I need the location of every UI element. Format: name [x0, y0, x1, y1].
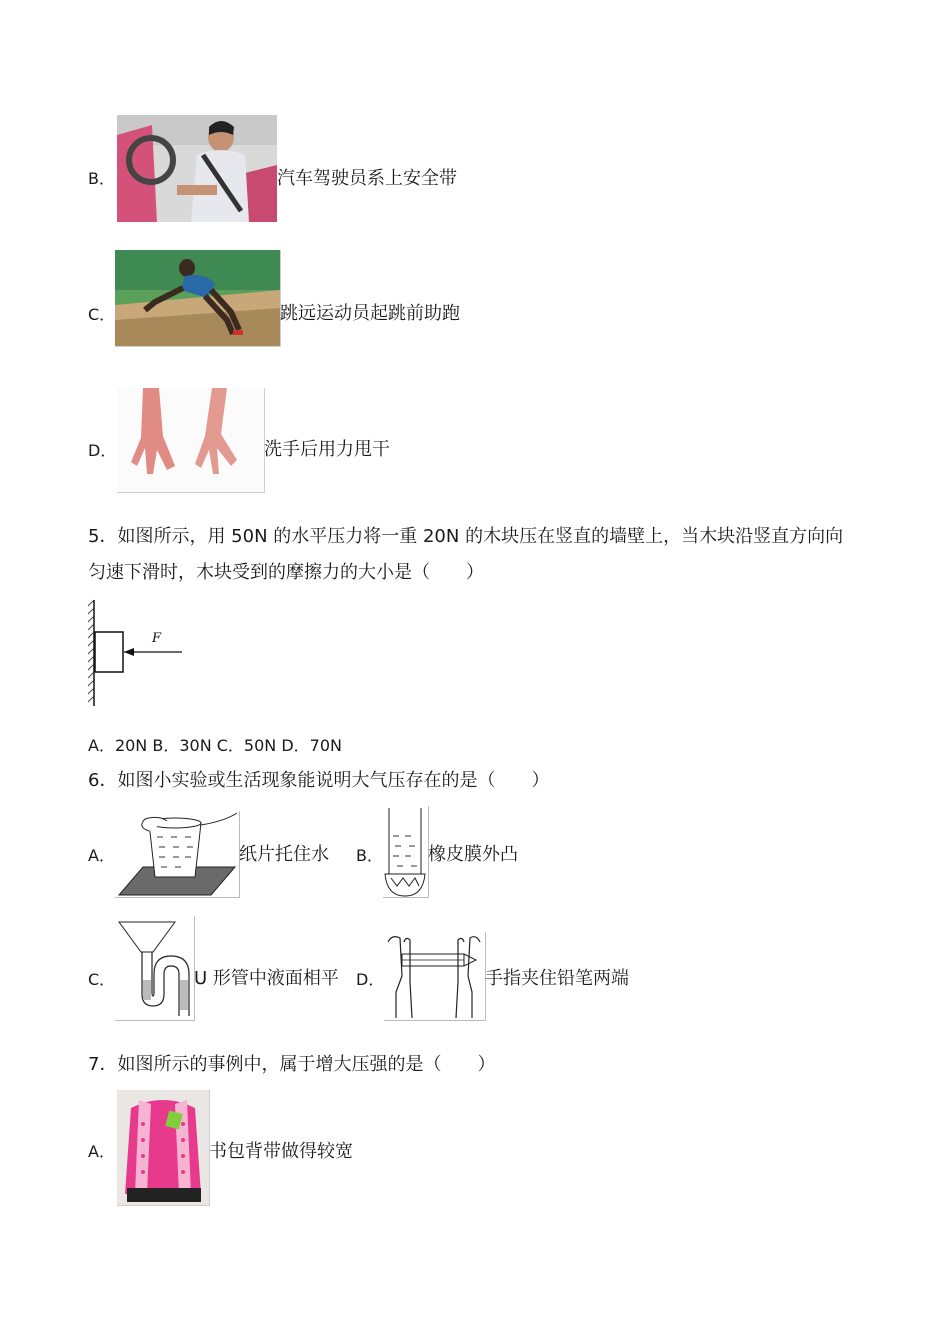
- option-text: 纸片托住水: [239, 844, 329, 865]
- rubber-membrane-figure: [383, 806, 429, 898]
- option-letter: A．: [88, 846, 115, 865]
- option-letter: D．: [356, 970, 385, 989]
- shaking-hands-photo: [117, 388, 265, 493]
- option-text: 橡皮膜外凸: [428, 844, 518, 865]
- option-letter: A．: [88, 1142, 115, 1161]
- option-text: 洗手后用力甩干: [264, 439, 390, 460]
- driver-seatbelt-photo: [117, 115, 277, 222]
- option-letter: B．: [356, 846, 383, 865]
- wall-block-force-diagram: [86, 598, 184, 708]
- option-text: 书包背带做得较宽: [209, 1141, 353, 1162]
- long-jump-photo: [115, 250, 281, 347]
- paper-holds-water-figure: [115, 811, 240, 898]
- option-text: 跳远运动员起跳前助跑: [280, 303, 460, 324]
- question-stem: 7．如图所示的事例中，属于增大压强的是（ ）: [88, 1054, 496, 1075]
- option-text: 手指夹住铅笔两端: [485, 968, 629, 989]
- option-letter: C．: [88, 305, 116, 324]
- question-stem-line-1: 5．如图所示，用 50N 的水平压力将一重 20N 的木块压在竖直的墙壁上，当木块沿竖直方向向: [88, 526, 844, 547]
- question-stem-line-2: 匀速下滑时，木块受到的摩擦力的大小是（ ）: [88, 562, 484, 583]
- schoolbag-photo: [117, 1090, 210, 1206]
- option-text: 汽车驾驶员系上安全带: [277, 168, 457, 189]
- option-letter: B．: [88, 169, 115, 188]
- pencil-between-fingers-figure: [384, 932, 486, 1021]
- u-tube-funnel-figure: [115, 916, 195, 1021]
- question-stem: 6．如图小实验或生活现象能说明大气压存在的是（ ）: [88, 770, 550, 791]
- option-letter: D．: [88, 441, 117, 460]
- answer-choices: A．20N B．30N C．50N D．70N: [88, 736, 342, 755]
- option-text: U 形管中液面相平: [194, 968, 339, 989]
- option-letter: C．: [88, 970, 116, 989]
- force-label: F: [152, 631, 162, 646]
